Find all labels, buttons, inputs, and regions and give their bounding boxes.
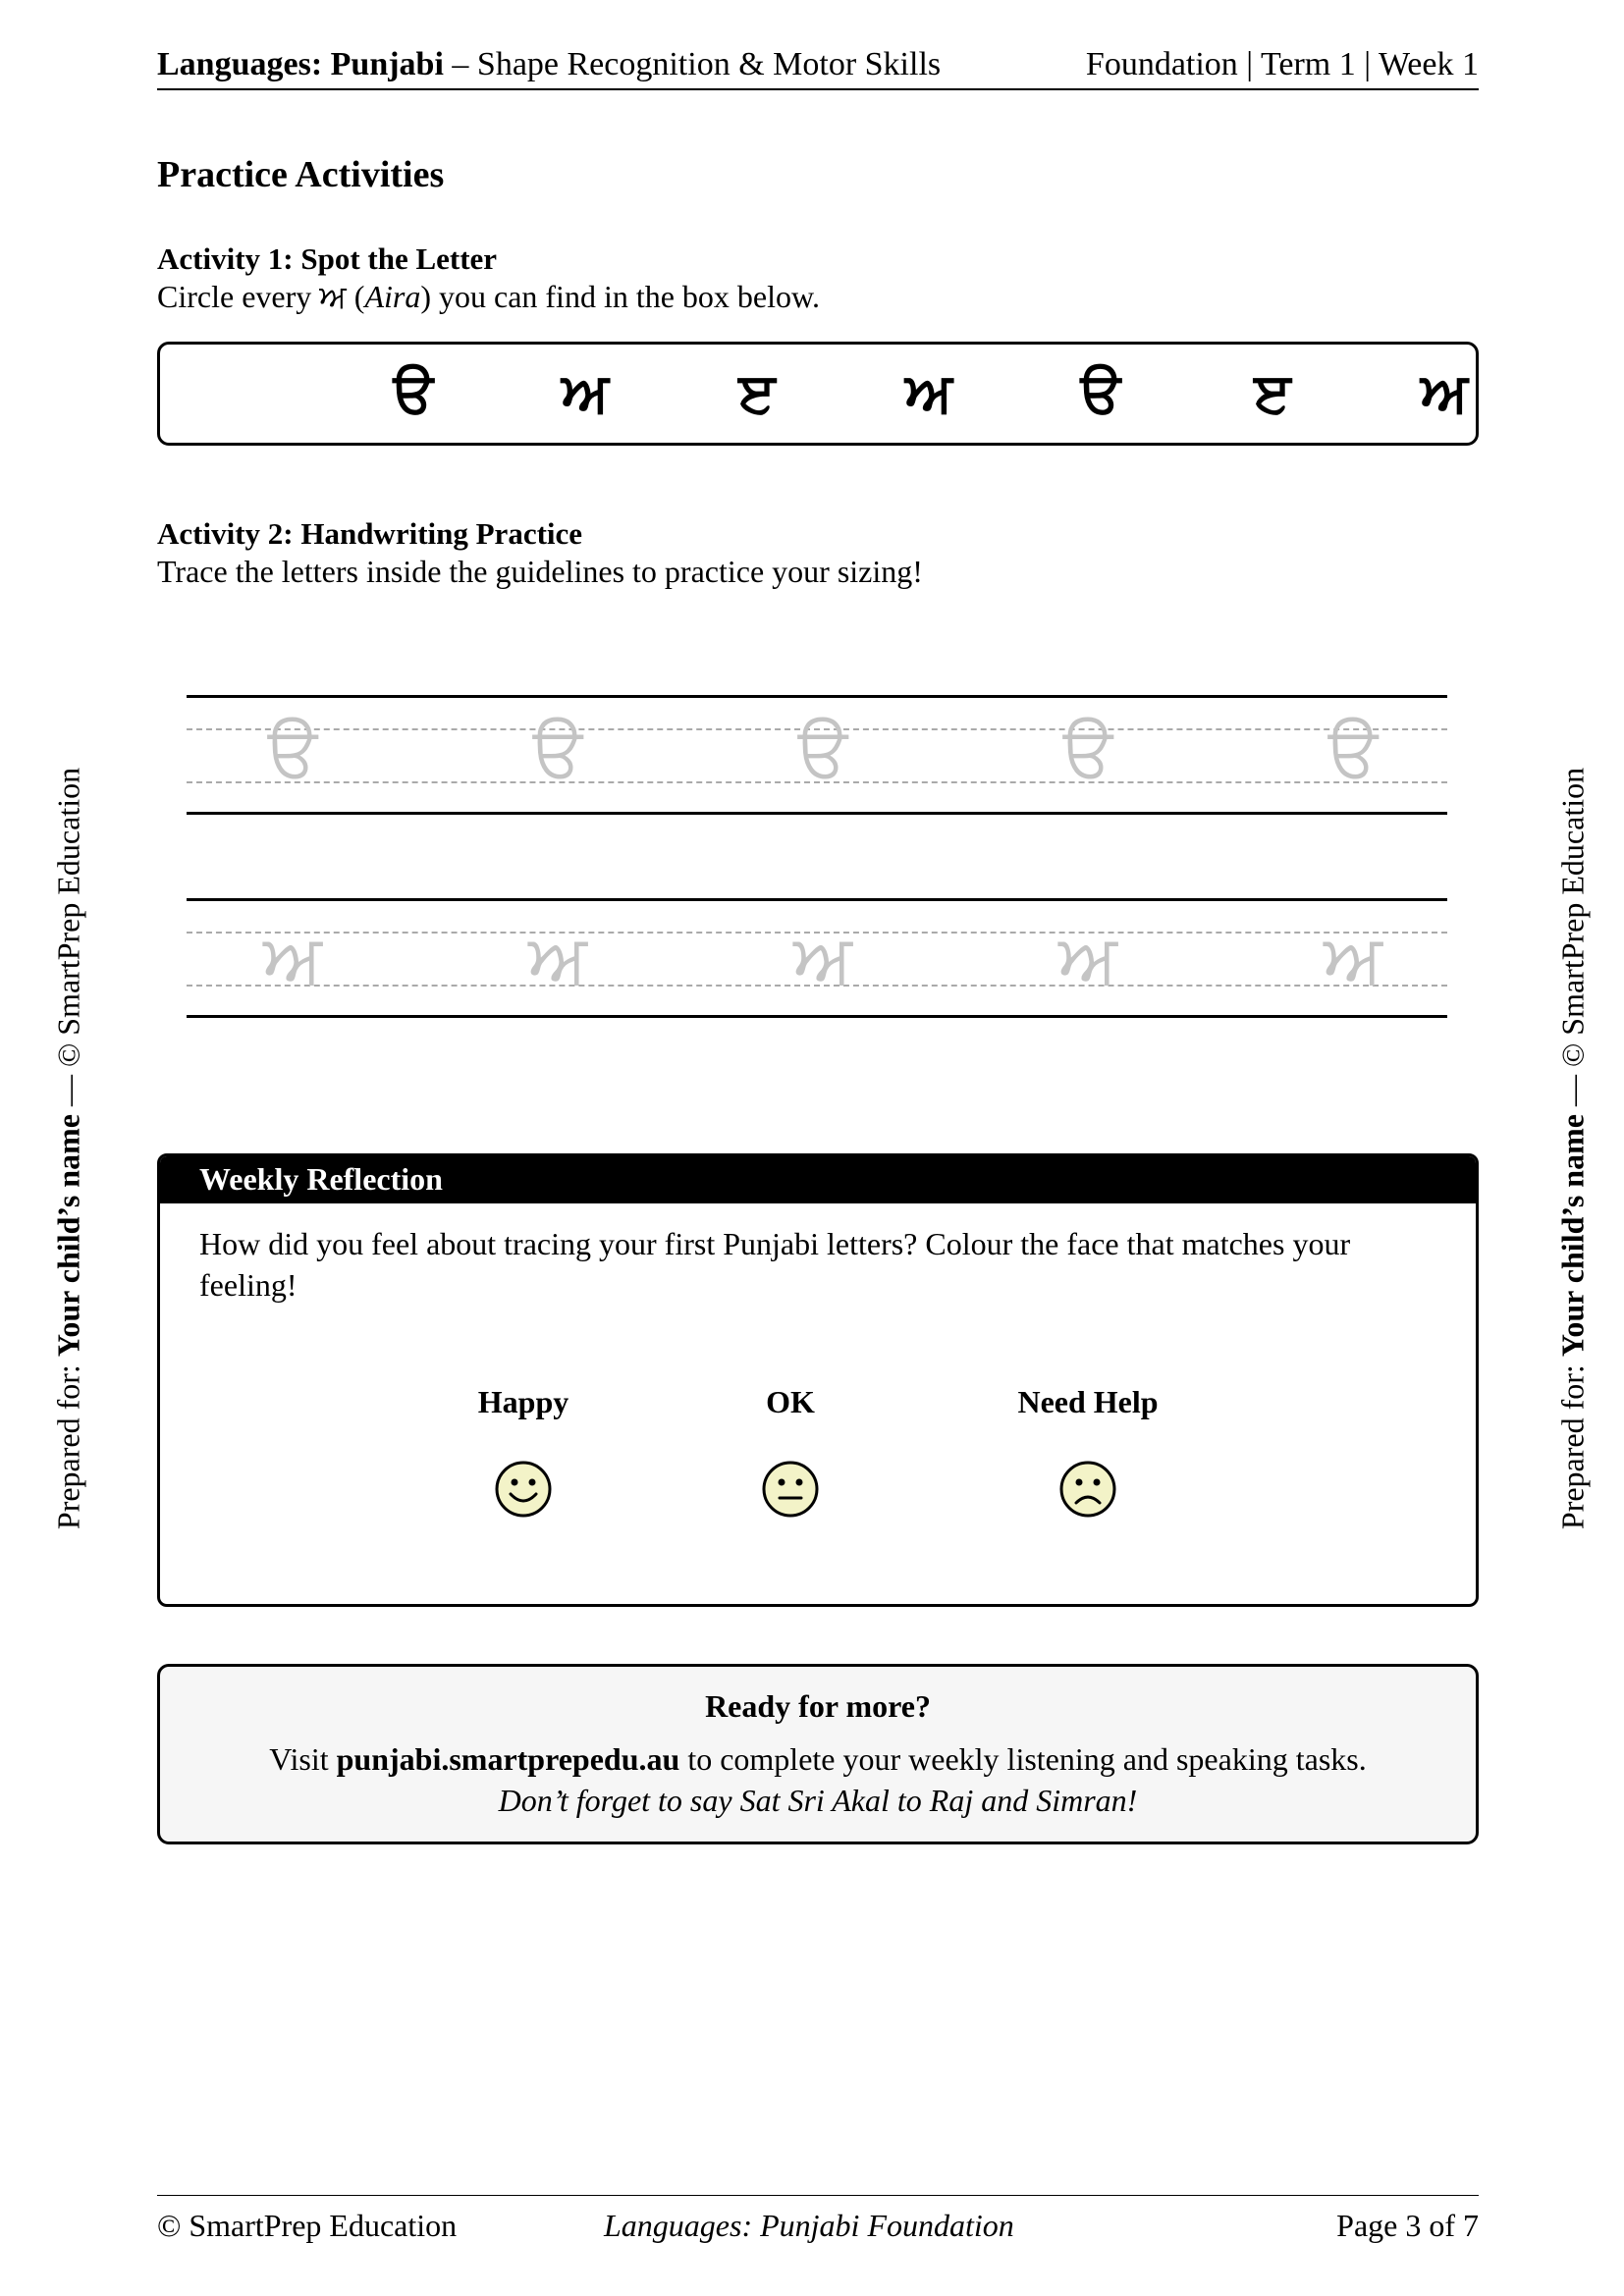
header-subject-bold: Languages: Punjabi [157, 46, 444, 82]
page-footer [157, 2195, 1479, 2244]
footer-copyright: © SmartPrep Education [157, 2208, 458, 2243]
activity2-instructions: Trace the letters inside the guidelines to practice your sizing! [157, 554, 923, 589]
spot-letter[interactable]: ਅ [1420, 361, 1469, 425]
side-prefix: Prepared for: [1554, 1357, 1591, 1530]
ready-visit-after: to complete your weekly listening and speaking tasks. [679, 1741, 1367, 1777]
header-subject [157, 45, 941, 84]
ready-reminder: Don’t forget to say Sat Sri Akal to Raj and Simran! [498, 1783, 1138, 1818]
ready-visit-line [160, 1741, 1476, 1778]
trace-letter[interactable]: ਅ [1057, 919, 1118, 999]
ready-visit-before: Visit [269, 1741, 337, 1777]
face-label: OK [766, 1384, 815, 1419]
section-title: Practice Activities [157, 154, 445, 195]
guideline-base [187, 812, 1447, 815]
face-label: Happy [477, 1384, 569, 1419]
spot-letter[interactable]: ੲ [738, 361, 776, 425]
activity1-title: Activity 1: Spot the Letter [157, 241, 498, 276]
letter-spot-box [157, 342, 1479, 446]
page-header [157, 43, 1479, 90]
ready-for-more-box [157, 1664, 1479, 1844]
spot-letter[interactable]: ਅ [904, 361, 953, 425]
side-suffix: — © SmartPrep Education [50, 767, 86, 1115]
website-link[interactable]: punjabi.smartprepedu.au [336, 1741, 680, 1777]
guideline-base [187, 1015, 1447, 1018]
activity1-text-before: Circle every ਅ ( [157, 279, 365, 314]
header-term-info: Foundation | Term 1 | Week 1 [1085, 46, 1479, 82]
header-subject-rest: – Shape Recognition & Motor Skills [443, 46, 942, 82]
guideline-top [187, 695, 1447, 698]
handwriting-row-2[interactable] [187, 898, 1447, 1018]
sad-face-icon[interactable] [1057, 1459, 1118, 1520]
activity2-title: Activity 2: Handwriting Practice [157, 516, 583, 551]
trace-letter[interactable]: ੳ [797, 712, 848, 792]
activity1-text-italic: Aira [364, 279, 421, 314]
ready-title: Ready for more? [705, 1688, 931, 1724]
spot-letter[interactable]: ੳ [1080, 361, 1121, 425]
handwriting-row-1[interactable] [187, 695, 1447, 815]
trace-letter[interactable]: ਅ [1323, 919, 1383, 999]
spot-letter[interactable]: ੳ [393, 361, 434, 425]
trace-letter[interactable]: ੳ [1062, 712, 1113, 792]
footer-course: Languages: Punjabi Foundation [604, 2208, 1014, 2243]
trace-letter[interactable]: ੳ [267, 712, 318, 792]
trace-letter[interactable]: ਅ [792, 919, 853, 999]
footer-page-number: Page 3 of 7 [1336, 2208, 1479, 2243]
face-option-happy[interactable] [425, 1382, 622, 1520]
side-label-right [1555, 768, 1592, 1529]
side-label-left [51, 768, 87, 1529]
face-option-need-help[interactable] [990, 1382, 1186, 1520]
trace-letter[interactable]: ੳ [532, 712, 583, 792]
face-option-ok[interactable] [692, 1382, 889, 1520]
trace-letter[interactable]: ੳ [1327, 712, 1379, 792]
spot-letter[interactable]: ਅ [561, 361, 610, 425]
neutral-face-icon[interactable] [760, 1459, 821, 1520]
reflection-header: Weekly Reflection [160, 1156, 1476, 1203]
side-suffix: — © SmartPrep Education [1554, 767, 1591, 1115]
side-prefix: Prepared for: [50, 1357, 86, 1530]
activity1-instructions [157, 279, 820, 316]
face-label: Need Help [1017, 1384, 1159, 1419]
trace-letter[interactable]: ਅ [262, 919, 323, 999]
trace-letter[interactable]: ਅ [527, 919, 588, 999]
reflection-question: How did you feel about tracing your first Punjabi letters? Colour the face that matches your feeling! [199, 1226, 1351, 1303]
guideline-top [187, 898, 1447, 901]
weekly-reflection-box [157, 1153, 1479, 1607]
activity1-text-after: ) you can find in the box below. [420, 279, 821, 314]
spot-letter[interactable]: ੲ [1254, 361, 1291, 425]
happy-face-icon[interactable] [493, 1459, 554, 1520]
side-child-name: Your child’s name [50, 1114, 86, 1358]
side-child-name: Your child’s name [1554, 1114, 1591, 1358]
